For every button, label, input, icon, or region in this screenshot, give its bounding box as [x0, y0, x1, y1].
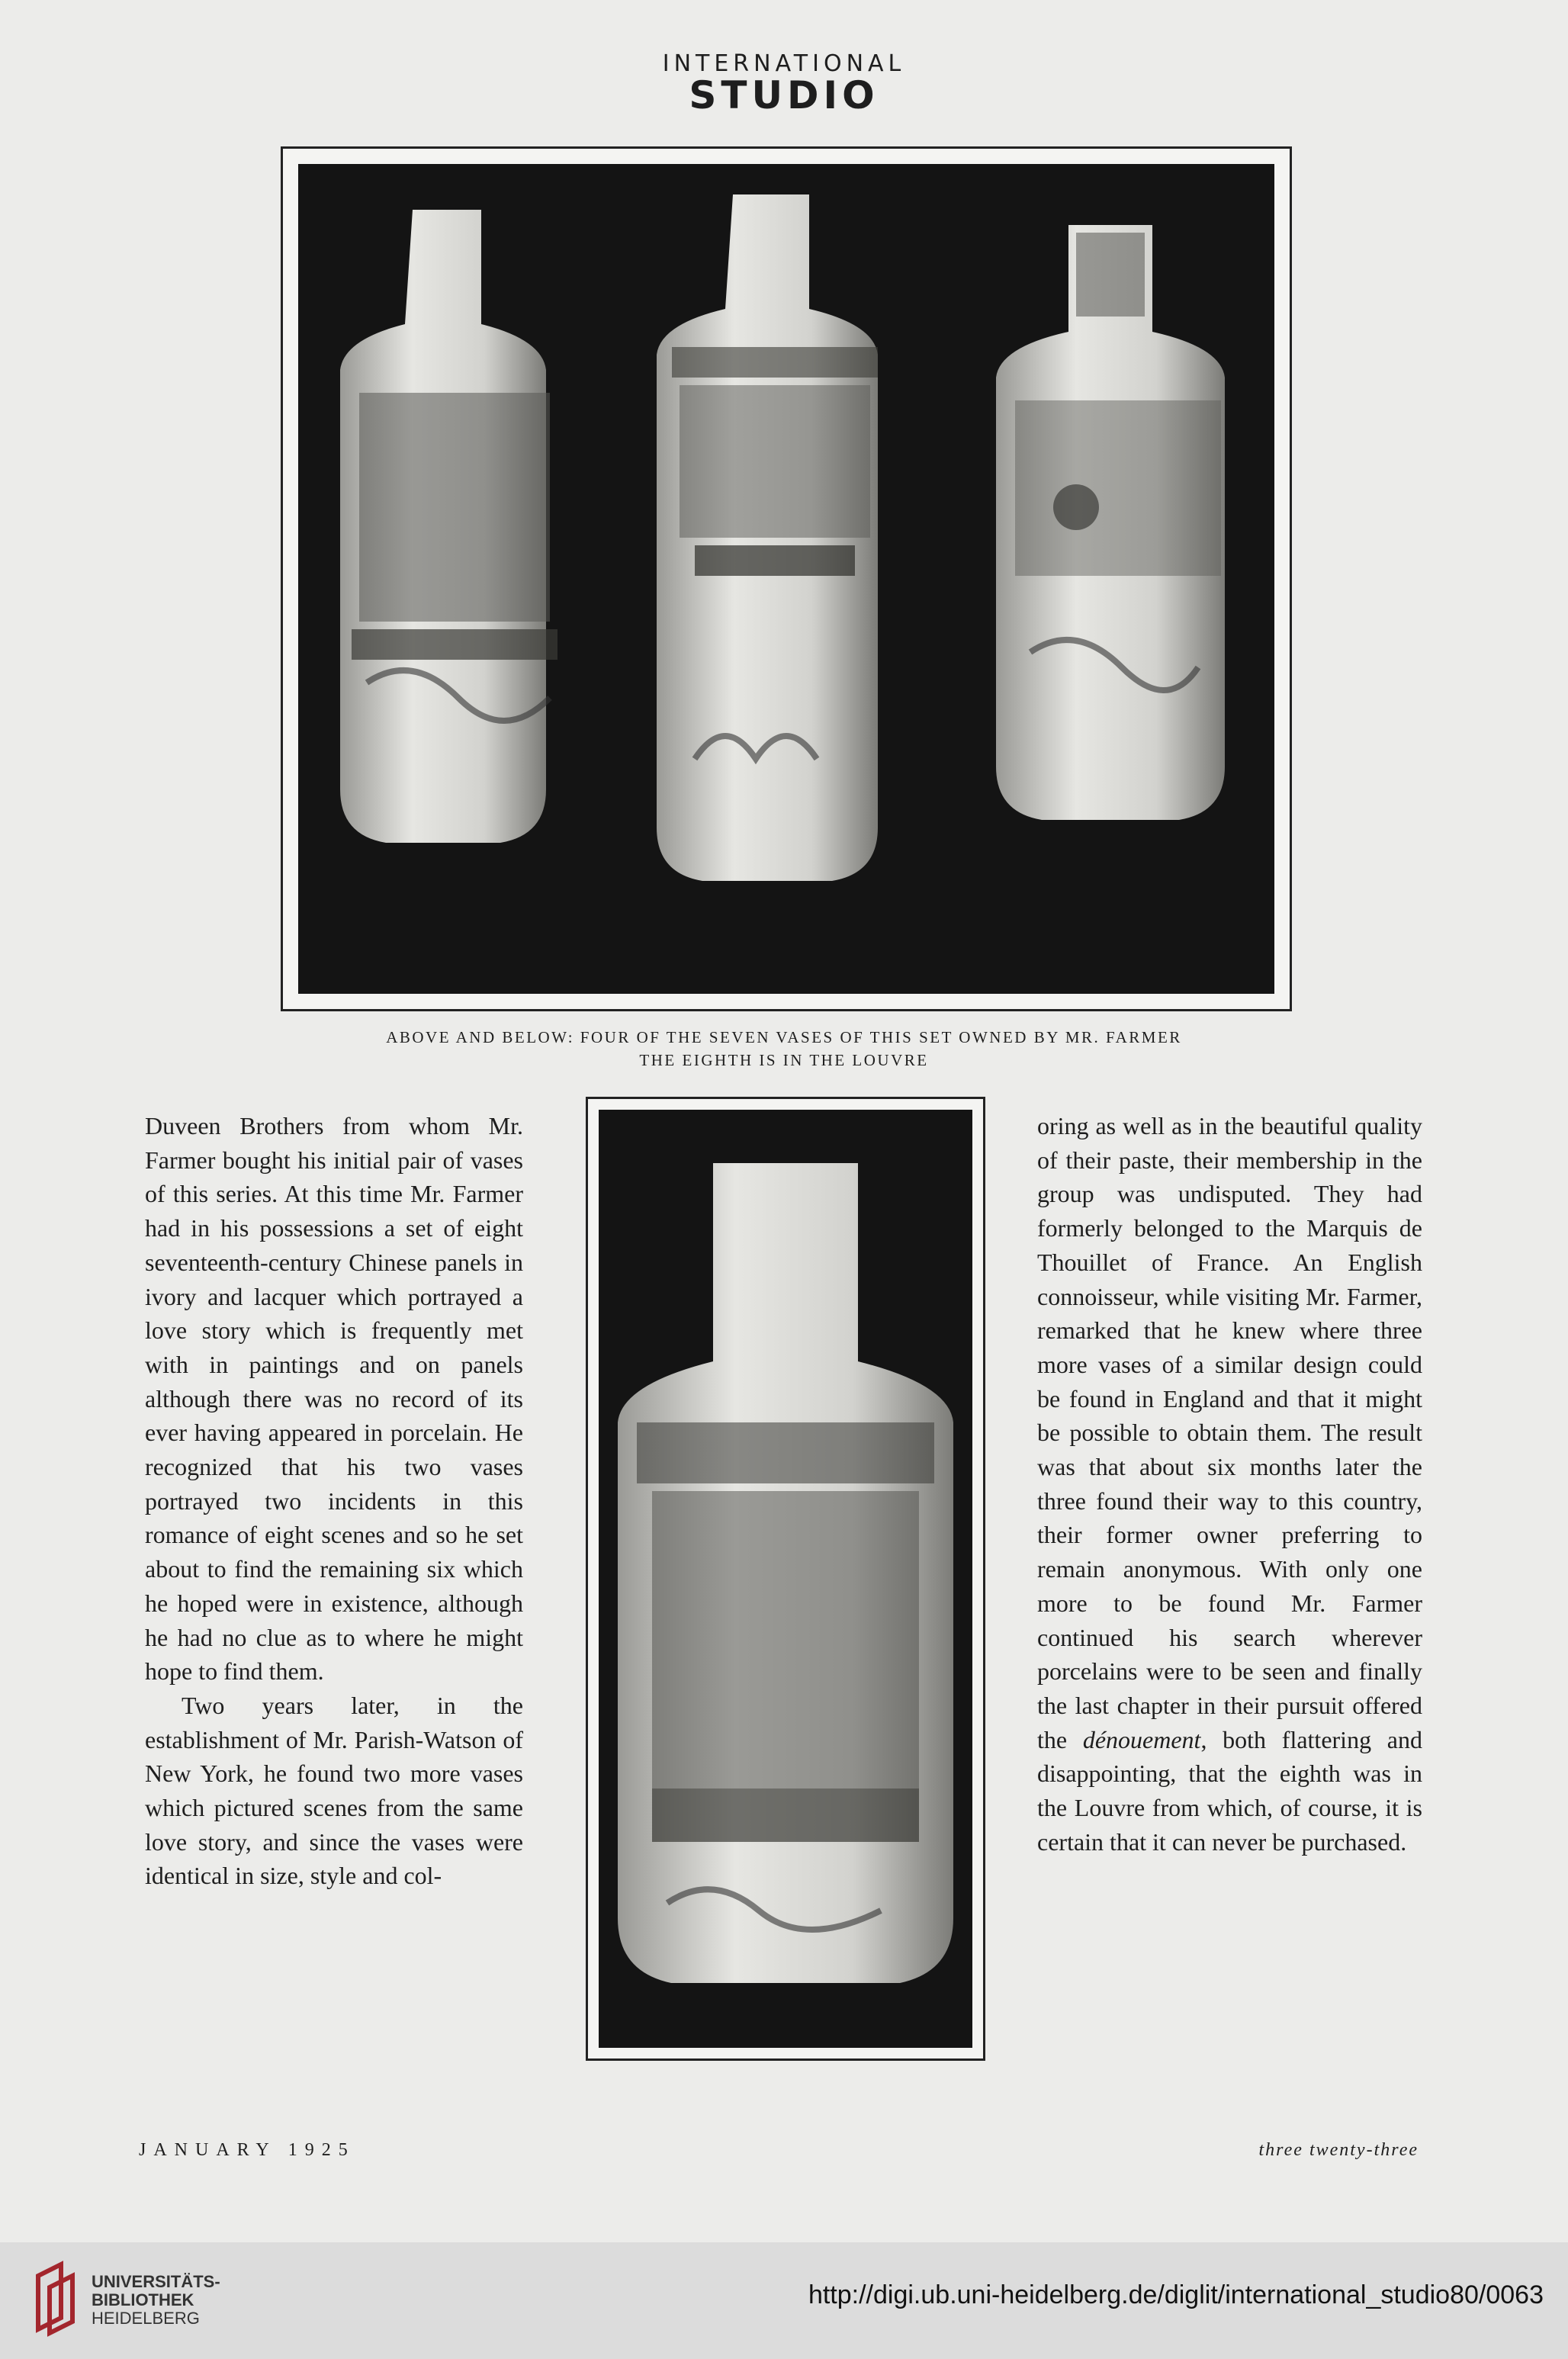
vase-middle [657, 194, 878, 881]
bottom-photo-frame [586, 1097, 985, 2061]
vase-left [340, 210, 557, 843]
vase-single [618, 1163, 953, 1983]
paragraph: Two years later, in the establishment of Mr. Parish-Watson of New York, he found two more vases which pictured scenes from the same love story, and since the vases were identical in size, style and col- [145, 1691, 523, 1890]
paragraph: oring as well as in the beautiful quality of their paste, their membership in the group was undisputed. They had formerly belonged to the Marquis de Thouillet of France. An English connoisseur, while visiting Mr. Farmer, remarked that he knew where three more vases of a similar design could be found in England and that it might be possible to obtain them. The result was that about six months later the three found their way to this country, their former owner preferring to remain anonymous. With only one more to be found Mr. Farmer continued his search wherever porcelains were to be seen and finally the last chapter in their pursuit offered the dénouement, both flattering and disappointing, that the eighth was in the Louvre from which, of course, it is certain that it can never be purchased. [1037, 1112, 1423, 1856]
photo-caption-line2: THE EIGHTH IS IN THE LOUVRE [639, 1051, 929, 1069]
left-text-column [145, 1109, 523, 1893]
library-footer-bar [0, 2242, 1568, 2359]
right-text-column [1037, 1109, 1422, 1859]
issue-date: JANUARY 1925 [139, 2140, 355, 2160]
top-photo-frame [281, 146, 1292, 1011]
photo-caption-line1: ABOVE AND BELOW: FOUR OF THE SEVEN VASES OF THIS SET OWNED BY MR. FARMER [386, 1028, 1182, 1046]
library-logo-icon [31, 2261, 85, 2337]
three-vases-photo [298, 164, 1274, 994]
masthead-international: INTERNATIONAL [662, 50, 906, 77]
italic-word: dénouement [1082, 1725, 1201, 1753]
vase-right [996, 225, 1225, 820]
page-number: three twenty-three [1258, 2140, 1419, 2160]
source-url-link[interactable]: http://digi.ub.uni-heidelberg.de/diglit/international_studio80/0063 [808, 2280, 1544, 2309]
paragraph: Duveen Brothers from whom Mr. Farmer bought his initial pair of vases of this series. At this time Mr. Farmer had in his possessions a set of eight seventeenth-century Chinese panels in ivory and lacquer which portrayed a love story which is frequently met with in paintings and on panels although there was no record of its ever having appeared in porcelain. He recognized that his two vases portrayed two incidents in this romance of eight scenes and so he set about to find the remaining six which he hoped were in existence, although he had no clue as to where he might hope to find them. [145, 1112, 523, 1686]
library-name: UNIVERSITÄTS- BIBLIOTHEK HEIDELBERG [92, 2272, 220, 2328]
masthead-studio: STUDIO [689, 73, 879, 117]
single-vase-photo [599, 1110, 972, 2048]
